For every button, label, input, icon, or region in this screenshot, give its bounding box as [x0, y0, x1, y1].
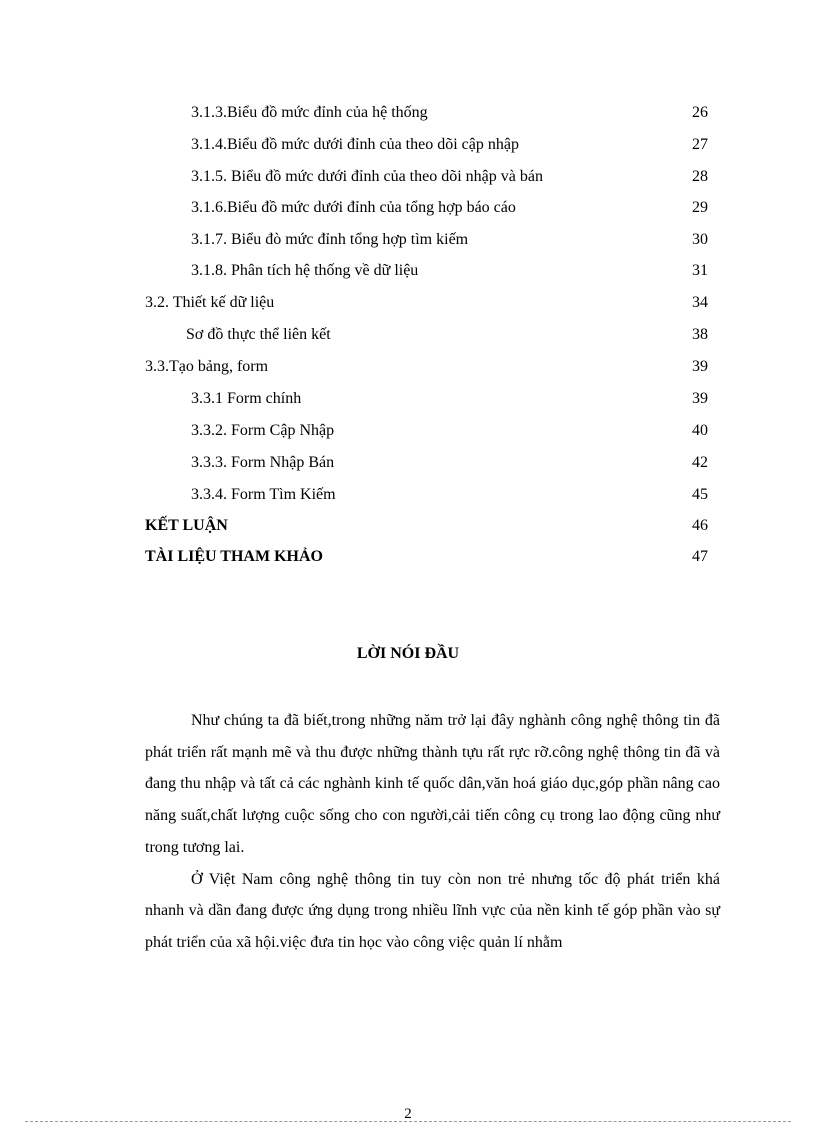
- toc-entry-page: 47: [692, 548, 708, 565]
- toc-entry-page: 38: [692, 326, 708, 343]
- toc-entry-page: 39: [692, 390, 708, 407]
- toc-entry-label: TÀI LIỆU THAM KHẢO: [145, 548, 323, 565]
- toc-entry-label: 3.1.3.Biểu đồ mức đỉnh của hệ thống: [191, 104, 428, 121]
- toc-entry: [0, 545, 816, 569]
- toc-entry-label: KẾT LUẬN: [145, 517, 228, 534]
- toc-entry: [0, 419, 816, 443]
- toc-entry-page: 30: [692, 231, 708, 248]
- toc-entry-label: 3.2. Thiết kế dữ liệu: [145, 294, 275, 311]
- section-heading: LỜI NÓI ĐẦU: [356, 645, 460, 662]
- toc-entry-page: 26: [692, 104, 708, 121]
- toc-entry-label: 3.1.7. Biểu đò mức đỉnh tổng hợp tìm kiếm: [191, 231, 469, 248]
- toc-entry-label: 3.1.5. Biểu đồ mức dưới đỉnh của theo dõi nhập và bán: [191, 168, 543, 185]
- toc-entry-page: 39: [692, 358, 708, 375]
- toc-entry-label: 3.3.Tạo bảng, form: [145, 358, 269, 375]
- toc-entry: [0, 165, 816, 189]
- toc-entry: [0, 291, 816, 315]
- toc-entry-label: 3.1.4.Biểu đồ mức dưới đỉnh của theo dõi cập nhập: [191, 136, 519, 153]
- toc-entry-page: 29: [692, 199, 708, 216]
- toc-entry-label: 3.1.8. Phân tích hệ thống về dữ liệu: [191, 262, 419, 279]
- page-number: 2: [404, 1106, 412, 1122]
- toc-entry-label: 3.1.6.Biểu đồ mức dưới đỉnh của tổng hợp báo cáo: [191, 199, 516, 216]
- toc-entry: [0, 323, 816, 347]
- toc-entry: [0, 387, 816, 411]
- paragraph: Ở Việt Nam công nghệ thông tin tuy còn non trẻ nhưng tốc độ phát triển khá nhanh và dần đang được ứng dụng trong nhiều lĩnh vực của nền kinh tế góp phần vào sự phát triển của xã hội.việc đưa tin học vào công việc quản lí nhằm: [145, 870, 720, 951]
- toc-entry-label: 3.3.2. Form Cập Nhập: [191, 422, 335, 439]
- toc-entry-page: 46: [692, 517, 708, 534]
- paragraph: Như chúng ta đã biết,trong những năm trở lại đây nghành công nghệ thông tin đã phát triển rất mạnh mẽ và thu được những thành tựu rất rực rỡ.công nghệ thông tin đã và đang thu nhập và tất cả các nghành kinh tế quốc dân,văn hoá giáo dục,góp phần nâng cao năng suất,chất lượng cuộc sống cho con người,cải tiến công cụ trong lao động cũng như trong tương lai.: [145, 712, 720, 856]
- toc-entry: [0, 196, 816, 220]
- toc-entry-page: 27: [692, 136, 708, 153]
- toc-entry: [0, 451, 816, 475]
- toc-entry: [0, 228, 816, 252]
- toc-entry: [0, 483, 816, 507]
- toc-entry-label: 3.3.4. Form Tìm Kiếm: [191, 486, 336, 503]
- toc-entry-page: 45: [692, 486, 708, 503]
- toc-entry: [0, 259, 816, 283]
- body-text: [145, 705, 720, 959]
- footer-divider: [25, 1121, 791, 1122]
- toc-entry-page: 31: [692, 262, 708, 279]
- toc-entry-label: 3.3.3. Form Nhập Bán: [191, 454, 335, 471]
- toc-entry-page: 42: [692, 454, 708, 471]
- toc-entry: [0, 355, 816, 379]
- toc-entry-page: 28: [692, 168, 708, 185]
- toc-entry-label: Sơ đồ thực thể liên kết: [186, 326, 331, 343]
- toc-entry-label: 3.3.1 Form chính: [191, 390, 302, 407]
- toc-entry: [0, 133, 816, 157]
- toc-entry: [0, 514, 816, 538]
- toc-entry-page: 34: [692, 294, 708, 311]
- toc-entry-page: 40: [692, 422, 708, 439]
- toc-entry: [0, 101, 816, 125]
